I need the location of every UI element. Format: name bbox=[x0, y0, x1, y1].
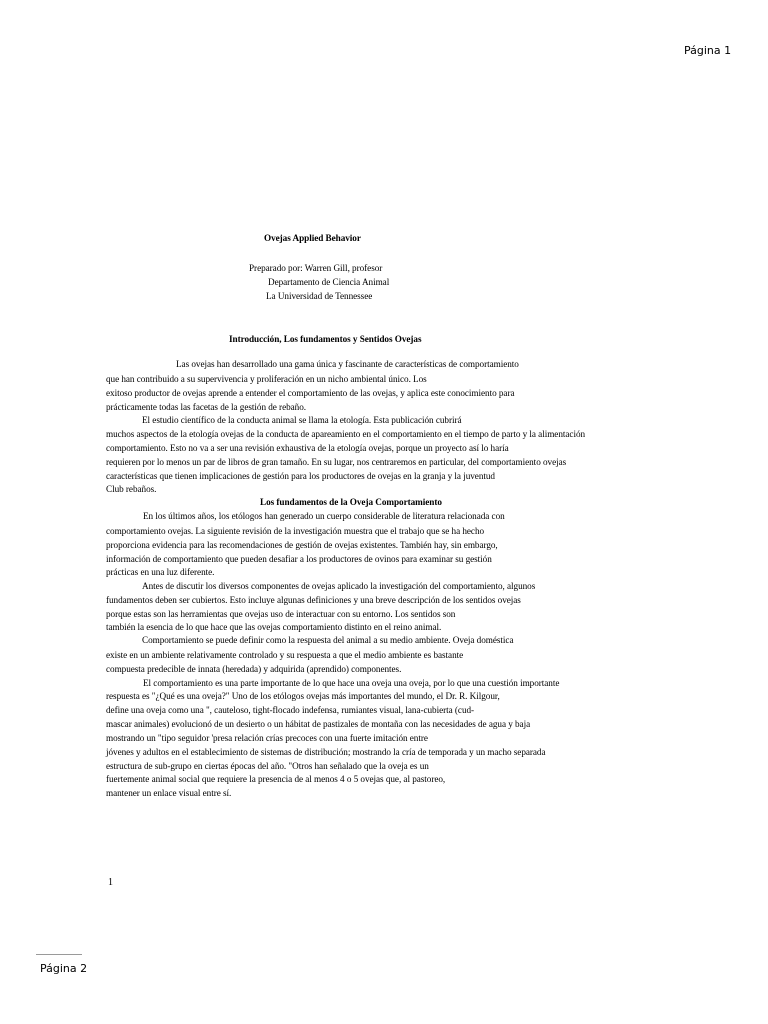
paragraph-line: En los últimos años, los etólogos han generado un cuerpo considerable de literatura relacionada con bbox=[143, 511, 505, 521]
paragraph-line: características que tienen implicaciones de gestión para los productores de ovejas en la granja y la juventud bbox=[106, 471, 495, 481]
paragraph-line: muchos aspectos de la etología ovejas de la conducta de apareamiento en el comportamiento en el tiempo de parto y la alimentación bbox=[106, 429, 586, 439]
page-number-label: Página 1 bbox=[684, 44, 732, 57]
section-heading: Introducción, Los fundamentos y Sentidos Ovejas bbox=[229, 334, 422, 344]
university-line: La Universidad de Tennessee bbox=[266, 291, 373, 301]
paragraph-line: compuesta predecible de innata (heredada) y adquirida (aprendido) componentes. bbox=[106, 664, 402, 674]
paragraph-line: requieren por lo menos un par de libros de gran tamaño. En su lugar, nos centraremos en particular, del comportamiento ovejas bbox=[106, 457, 567, 467]
paragraph-line: prácticamente todas las facetas de la gestión de rebaño. bbox=[106, 402, 306, 412]
paragraph-line: exitoso productor de ovejas aprende a entender el comportamiento de las ovejas, y aplica este conocimiento para bbox=[106, 388, 515, 398]
author-line: Preparado por: Warren Gill, profesor bbox=[249, 263, 383, 273]
paragraph-line: Las ovejas han desarrollado una gama única y fascinante de características de comportamiento bbox=[176, 359, 519, 369]
paragraph-line: El comportamiento es una parte importante de lo que hace una oveja una oveja, por lo que una cuestión importante bbox=[143, 678, 560, 688]
document-title: Ovejas Applied Behavior bbox=[264, 233, 361, 243]
page-number-label: Página 2 bbox=[40, 962, 88, 975]
paragraph-line: respuesta es "¿Qué es una oveja?" Uno de los etólogos ovejas más importantes del mundo, el Dr. R. Kilgour, bbox=[106, 691, 500, 701]
department-line: Departamento de Ciencia Animal bbox=[268, 277, 390, 287]
paragraph-line: mascar animales) evolucionó de un desierto o un hábitat de pastizales de montaña con las necesidades de agua y baja bbox=[106, 719, 531, 729]
paragraph-line: también la esencia de lo que hace que las ovejas comportamiento distinto en el reino animal. bbox=[106, 622, 442, 632]
paragraph-line: Comportamiento se puede definir como la respuesta del animal a su medio ambiente. Oveja doméstica bbox=[142, 635, 514, 645]
paragraph-line: Club rebaños. bbox=[106, 484, 157, 494]
paragraph-line: proporciona evidencia para las recomendaciones de gestión de ovejas existentes. También hay, sin embargo, bbox=[106, 540, 498, 550]
paragraph-line: jóvenes y adultos en el establecimiento de sistemas de distribución; mostrando la cría de temporada y un macho separada bbox=[106, 747, 546, 757]
paragraph-line: comportamiento ovejas. La siguiente revisión de la investigación muestra que el trabajo que se ha hecho bbox=[106, 526, 485, 536]
paragraph-line: Antes de discutir los diversos componentes de ovejas aplicado la investigación del comportamiento, algunos bbox=[142, 581, 536, 591]
paragraph-line: define una oveja como una ", cauteloso, tight-flocado indefensa, rumiantes visual, lana-cubierta (cud- bbox=[106, 705, 475, 715]
paragraph-line: prácticas en una luz diferente. bbox=[106, 567, 215, 577]
paragraph-line: porque estas son las herramientas que ovejas uso de interactuar con su entorno. Los sentidos son bbox=[106, 609, 456, 619]
paragraph-line: comportamiento. Esto no va a ser una revisión exhaustiva de la etología ovejas, porque un proyecto así lo haría bbox=[106, 443, 509, 453]
page-divider bbox=[36, 954, 82, 955]
footnote-number: 1 bbox=[108, 877, 113, 888]
paragraph-line: estructura de sub-grupo en ciertas épocas del año. "Otros han señalado que la oveja es un bbox=[106, 761, 429, 771]
paragraph-line: fuertemente animal social que requiere la presencia de al menos 4 o 5 ovejas que, al pastoreo, bbox=[106, 774, 446, 784]
paragraph-line: que han contribuido a su supervivencia y proliferación en un nicho ambiental único. Los bbox=[106, 374, 427, 384]
paragraph-line: información de comportamiento que pueden desafiar a los productores de ovinos para examinar su gestión bbox=[106, 554, 492, 564]
paragraph-line: mantener un enlace visual entre sí. bbox=[106, 788, 232, 798]
paragraph-line: El estudio científico de la conducta animal se llama la etología. Esta publicación cubrirá bbox=[142, 415, 462, 425]
section-heading: Los fundamentos de la Oveja Comportamiento bbox=[260, 497, 442, 507]
paragraph-line: existe en un ambiente relativamente controlado y su respuesta a que el medio ambiente es bastante bbox=[106, 650, 464, 660]
paragraph-line: mostrando un "tipo seguidor 'presa relación crías precoces con una fuerte imitación entre bbox=[106, 733, 428, 743]
paragraph-line: fundamentos deben ser cubiertos. Esto incluye algunas definiciones y una breve descripción de los sentidos ovejas bbox=[106, 595, 521, 605]
